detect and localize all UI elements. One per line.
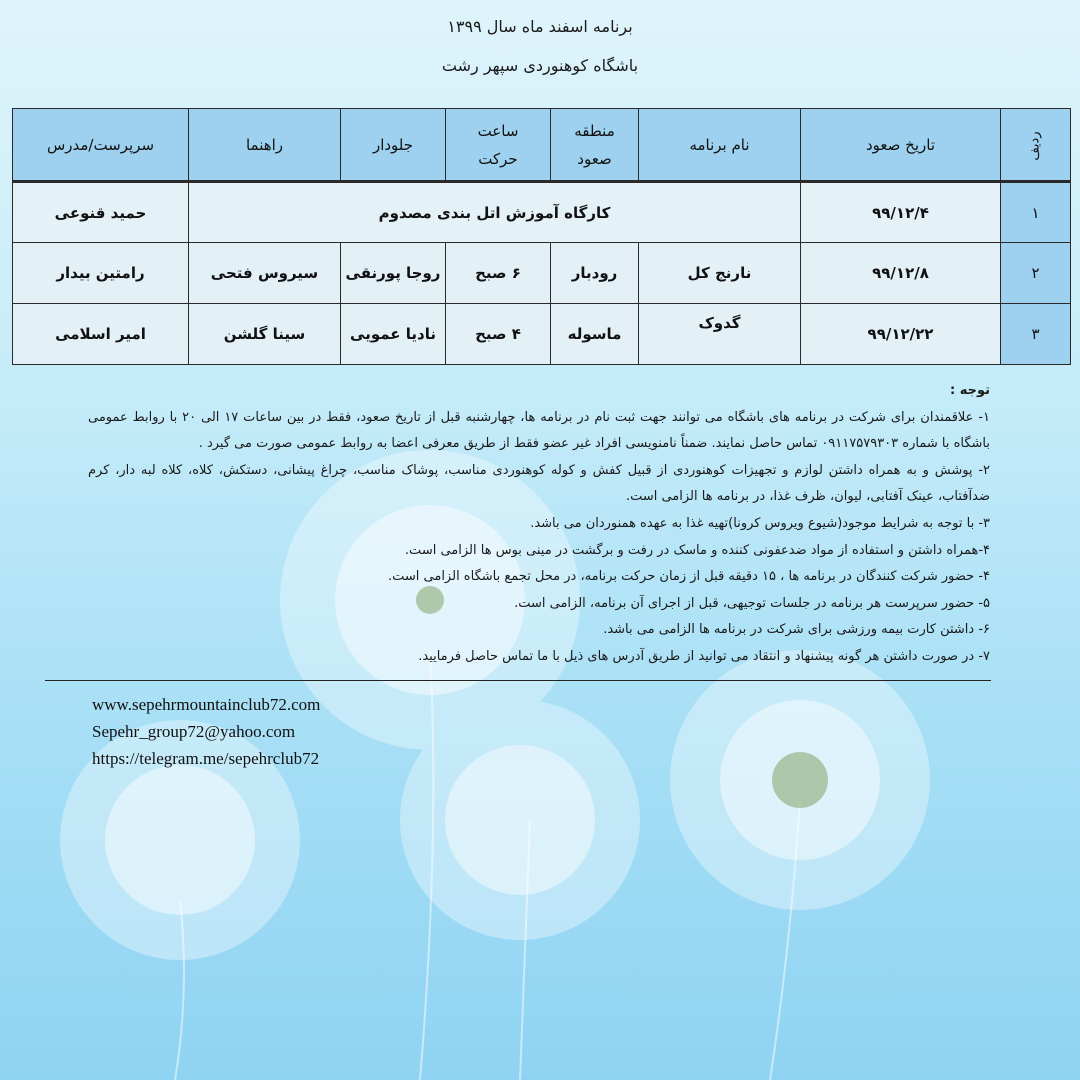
email-link[interactable]: Sepehr_group72@yahoo.com bbox=[92, 722, 296, 741]
cell-program: گدوک bbox=[639, 304, 801, 365]
table-row bbox=[13, 182, 1071, 243]
table-row bbox=[13, 243, 1071, 304]
header-date: تاریخ صعود bbox=[801, 109, 1001, 182]
contact-links bbox=[92, 691, 320, 772]
website-link[interactable]: www.sepehrmountainclub72.com bbox=[92, 695, 321, 714]
row-number: ۲ bbox=[1001, 243, 1071, 304]
notes-section bbox=[88, 378, 990, 671]
header-supervisor: سرپرست/مدرس bbox=[13, 109, 189, 182]
header-program: نام برنامه bbox=[639, 109, 801, 182]
telegram-link[interactable]: https://telegram.me/sepehrclub72 bbox=[92, 749, 320, 768]
cell-region: ماسوله bbox=[551, 304, 639, 365]
cell-supervisor: رامتین بیدار bbox=[13, 243, 189, 304]
cell-merged-program: کارگاه آموزش اتل بندی مصدوم bbox=[189, 182, 801, 243]
header-departure-time: ساعت حرکت bbox=[446, 109, 551, 182]
cell-guide: سیروس فتحی bbox=[189, 243, 341, 304]
header-region: منطقه صعود bbox=[551, 109, 639, 182]
cell-date: ۹۹/۱۲/۲۲ bbox=[801, 304, 1001, 365]
cell-supervisor: حمید قنوعی bbox=[13, 182, 189, 243]
notes-title: توجه : bbox=[949, 383, 990, 398]
note-item: ۴- حضور شرکت کنندگان در برنامه ها ، ۱۵ دقیقه قبل از زمان حرکت برنامه، در محل تجمع باشگاه الزامی است. bbox=[387, 569, 990, 585]
program-schedule-table bbox=[12, 108, 1071, 365]
header-lead: جلودار bbox=[341, 109, 446, 182]
row-number: ۱ bbox=[1001, 182, 1071, 243]
cell-guide: سینا گلشن bbox=[189, 304, 341, 365]
table-header-row bbox=[13, 109, 1071, 182]
note-item: ۷- در صورت داشتن هر گونه پیشنهاد و انتقاد می توانید از طریق آدرس های ذیل با ما تماس حاصل فرمایید. bbox=[418, 648, 990, 664]
cell-lead: روجا پورنقی bbox=[341, 243, 446, 304]
row-number: ۳ bbox=[1001, 304, 1071, 365]
table-row bbox=[13, 304, 1071, 365]
cell-date: ۹۹/۱۲/۸ bbox=[801, 243, 1001, 304]
cell-region: رودبار bbox=[551, 243, 639, 304]
header-row-number: ردیف bbox=[1001, 109, 1071, 182]
note-item: ۶- داشتن کارت بیمه ورزشی برای شرکت در برنامه ها الزامی می باشد. bbox=[603, 622, 990, 638]
club-name: باشگاه کوهنوردی سپهر رشت bbox=[441, 56, 639, 75]
note-item: ۳- با توجه به شرایط موجود(شیوع ویروس کرونا)تهیه غذا به عهده همنوردان می باشد. bbox=[530, 515, 990, 531]
cell-date: ۹۹/۱۲/۴ bbox=[801, 182, 1001, 243]
cell-supervisor: امیر اسلامی bbox=[13, 304, 189, 365]
note-item: ۴-همراه داشتن و استفاده از مواد ضدعفونی کننده و ماسک در رفت و برگشت در مینی بوس ها الزامی است. bbox=[404, 542, 990, 558]
cell-time: ۴ صبح bbox=[446, 304, 551, 365]
cell-program: نارنج کل bbox=[639, 243, 801, 304]
cell-lead: نادیا عمویی bbox=[341, 304, 446, 365]
header-guide: راهنما bbox=[189, 109, 341, 182]
note-item: ۵- حضور سرپرست هر برنامه در جلسات توجیهی، قبل از اجرای آن برنامه، الزامی است. bbox=[514, 595, 990, 611]
cell-time: ۶ صبح bbox=[446, 243, 551, 304]
divider bbox=[45, 680, 991, 681]
note-item: ۲- پوشش و به همراه داشتن لوازم و تجهیزات کوهنوردی از قبیل کفش و کوله کوهنوردی مناسب، پوشاک مناسب، چراغ پیشانی، دستکش، کلاه، کلاه لبه دار، کرم ضدآفتاب، عینک آفتابی، لیوان، ظرف غذا، در برنامه ها الزامی است. bbox=[88, 462, 990, 505]
schedule-title: برنامه اسفند ماه سال ۱۳۹۹ bbox=[447, 17, 633, 36]
note-item: ۱- علاقمندان برای شرکت در برنامه های باشگاه می توانند جهت ثبت نام در برنامه ها، چهارشنبه قبل از تاریخ صعود، فقط در بین ساعات ۱۷ الی ۲۰ با روابط عمومی باشگاه با شماره ۰۹۱۱۷۵۷۹۳۰۳ تماس حاصل نمایند. ضمناً نامنویسی افراد غیر عضو فقط از طریق معرفی اعضا به روابط عمومی صورت می گیرد . bbox=[88, 409, 990, 452]
